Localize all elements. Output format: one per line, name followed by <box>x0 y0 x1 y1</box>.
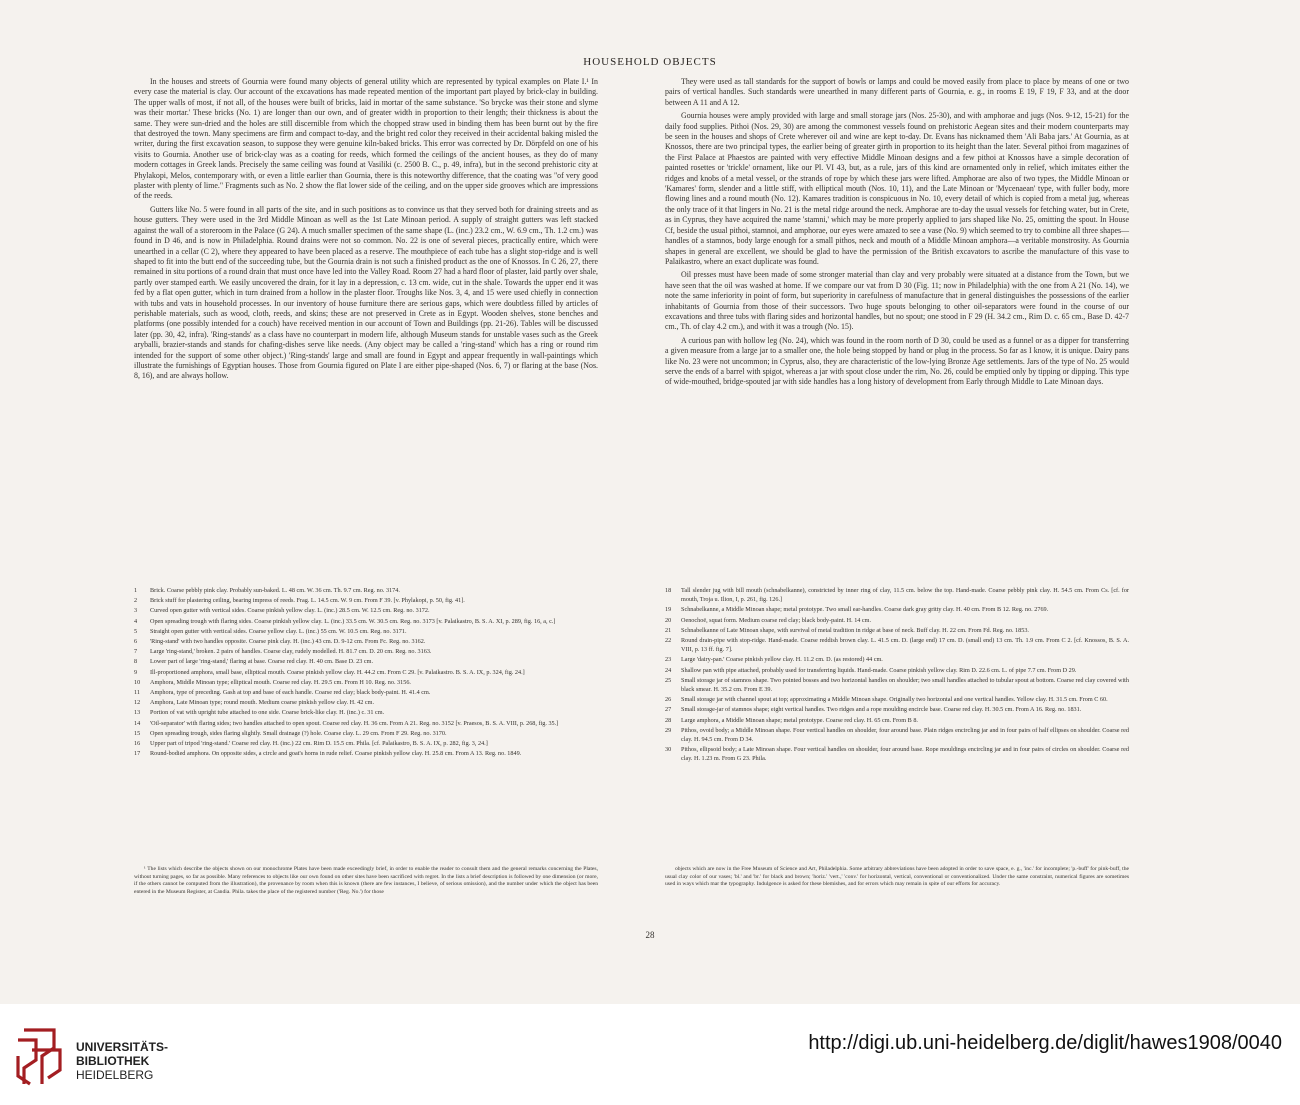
footnote-text: ¹ The lists which describe the objects shown on our monochrome Plates have been made exceedingly brief, in order to enable the reader to consult them and the general remarks concerning the Plates, without turning pages, so far as possible. Many references to objects like our own found on other sites have been sacrificed with regret. In the lists a brief description is followed by one dimension (or more, if the others cannot be computed from the illustration), the provenance by room when this is known (there are few instances, I believe, of serious omission), and the number under which the object has been entered in the Museum Register, at Candia. Phila. takes the place of the registered number ('Reg. No.') for those <box>134 866 598 895</box>
caption-number: 23 <box>665 656 672 664</box>
caption-entry <box>134 647 598 656</box>
paragraph: Gutters like No. 5 were found in all parts of the site, and in such positions as to convince us that they served both for draining streets and as house gutters. They were used in the 3rd Middle Minoan as well as the 1st Late Minoan period. A supply of straight gutters was left stacked against the wall of a storeroom in the Palace (G 24). A much smaller specimen of the same shape (L. (inc.) 23.2 cm., W. 6.9 cm., Th. 1.2 cm.) was found in D 46, and is now in Philadelphia. Round drains were not so common. No. 22 is one of several pieces, practically entire, which were unearthed in a cellar (C 2), where they appeared to have been placed as a reserve. The mouthpiece of each tube has a slight stop-ridge and is well shaped to fit into the butt end of the succeeding tube, but the Gournia drain is not such a finished product as the one of Knossos. In C 26, 27, there remained in situ portions of a round drain that must once have led into the Valley Road. Room 27 had a hard floor of plaster, laid partly over shale, partly over stamped earth. We easily uncovered the drain, for it lay in a depression, c. 13 cm. wide, cut in the shale. Towards the upper end it was fed by a flat open gutter, which in turn drained from a hollow in the plaster floor. Troughs like Nos. 3, 4, and 15 were used chiefly in connection with tubs and vats in household processes. In our inventory of house furniture there are serious gaps, which were doubtless filled by articles of perishable materials, such as wood, cloth, reeds, and skins; these are not preserved in Crete as in Egypt. Wooden shelves, stone benches and platforms (one possibly intended for a couch) have received mention in our account of Town and Buildings (pp. 21-26). Tables will be discussed later (pp. 30, 42, infra). 'Ring-stands' as a class have no counterpart in modern life, although Museum stands for unstable vases such as the Greek aryballi, brazier-stands and stands for chafing-dishes serve like needs. (Any object may be called a 'ring-stand' which has a ring or round rim intended for the support of some other object.) 'Ring-stands' large and small are found in Egypt and appear frequently in wall-paintings which illustrate the furnishings of Egyptian houses. Those from Gournia figured on Plate I are either pipe-shaped (Nos. 6, 7) or flaring at the base (Nos. 8, 16), and are always hollow. <box>134 204 598 381</box>
caption-text: Open spreading trough, sides flaring slightly. Small drainage (?) hole. Coarse clay. L. 29 cm. From F 29. Reg. no. 3170. <box>150 729 447 737</box>
caption-text: Oenochoë, squat form. Medium coarse red clay; black body-paint. H. 14 cm. <box>681 616 872 624</box>
caption-entry <box>134 668 598 677</box>
page-title: HOUSEHOLD OBJECTS <box>583 56 717 68</box>
caption-entry <box>134 739 598 748</box>
body-text-right-column <box>665 77 1129 575</box>
caption-entry <box>665 666 1129 675</box>
caption-text: Amphora, type of preceding. Gash at top and base of each handle. Coarse red clay; black body-paint. H. 41.4 cm. <box>150 689 431 697</box>
paragraph: A curious pan with hollow leg (No. 24), which was found in the room north of D 30, could be used as a funnel or as a dipper for transferring a given measure from a large jar to a smaller one, the hole being stopped by hand or plug in the process. So far as I know, it is unique. Dairy pans like No. 23 were not uncommon; in Cyprus, also, they are characteristic of the low-lying Bronze Age settlements. Jars of the type of No. 25 would serve the ends of a barrel with spigot, whereas a jar with spout close under the rim, No. 26, could be emptied only by tipping or dipping. This type of wide-mouthed, bridge-spouted jar with side handles has a long history of development from Early through Middle to Late Minoan days. <box>665 335 1129 387</box>
caption-number: 19 <box>665 606 672 614</box>
caption-entry <box>134 688 598 697</box>
caption-number: 25 <box>665 676 672 684</box>
paragraph: Gournia houses were amply provided with large and small storage jars (Nos. 25-30), and with amphorae and jugs (Nos. 9-12, 15-21) for the daily food supplies. Pithoi (Nos. 29, 30) are among the commonest vessels found on prehistoric Aegean sites and their modern counterparts may be seen in the houses and shops of Crete wherever oil and wine are kept to-day. Dr. Evans has nicknamed them 'Ali Baba jars.' At Gournia, as at Knossos, there are two principal types, the earlier being of greater girth in proportion to its height than the later. Several pithoi from magazines of the First Palace at Phaestos are painted with very effective Middle Minoan designs and a few pithoi at Knossos have a simple decoration of painted rosettes or 'trickle' ornament, like our Pl. VI 43, but, as a rule, jars of this kind are ornamented only in relief, which imitates either the ridges and knobs of a metal vessel, or the strands of rope by which these jars were lifted. Amphorae are also of two types, the Middle Minoan or 'Kamares' form, slender and a little stiff, with elliptical mouth (Nos. 10, 11), and the Late Minoan or 'Mycenaean' type, with fuller body, more flowing lines and a round mouth (No. 12). Kamares tradition is conspicuous in No. 10, every detail of which is copied from a metal jug, whereas the only trace of it that lingers in No. 21 is the metal ridge around the neck. Amphorae are to-day the usual vessels for fetching water, but in Crete, as in Cyprus, they have acquired the name 'stamni,' which may be more properly applied to jars shaped like No. 25, omitting the spout. In House Cf, beside the usual pithoi, stamnoi, and amphorae, our eyes were amazed to see a vase (No. 9) which seemed to try to combine all three shapes—handles of a stamnos, body large enough for a small pithos, neck and mouth of a Middle Minoan amphora—a veritable monstrosity. As Gournia shapes in general are excellent, we should be glad to have the permission of the British excavators to ascribe the manufacture of this vase to Palaikastro, where an exact duplicate was found. <box>665 111 1129 266</box>
library-name-line: HEIDELBERG <box>76 1068 154 1082</box>
caption-entry <box>665 586 1129 604</box>
caption-text: Schnabelkanne, a Middle Minoan shape; metal prototype. Two small ear-handles. Coarse dark gray gritty clay. H. 40 cm. From B 12. Reg. no. 2769. <box>681 606 1049 614</box>
caption-number: 15 <box>134 729 141 737</box>
paragraph: In the houses and streets of Gournia were found many objects of general utility which are represented by typical examples on Plate I.¹ In every case the material is clay. Our account of the excavations has made repeated mention of the important part played by brick-clay in building. The upper walls of most, if not all, of the houses were built of bricks, laid in mortar of the same substance. 'So brycke was their stone and slyme was their mortar.' These bricks (No. 1) are longer than our own, and of greater width in proportion to their length; their thickness is about the same. They were sun-dried and the holes are still discernible from which the chopped straw used in binding them has been burnt out by the fire that destroyed the town. Many specimens are firm and compact to-day, and the bright red color they received in their accidental baking misled the writer, during the first excavation season, to suppose they were genuine kiln-baked bricks. This error was corrected by Dr. Dörpfeld on one of his visits to Gournia. Another use of brick-clay was as a coating for reeds, which formed the ceilings of the ancient houses, as they do of many modern cottages in Greek lands. Precisely the same ceiling was found at Vasiliki (c. 2500 B. C., p. 49, infra), but in the second prehistoric city at Phylakopi, Melos, contemporary with, or even a little earlier than Gournia, there is this noteworthy difference, that the coating was "of very good plaster with plenty of lime." Fragments such as No. 2 show the flat lower side of the ceiling, and on the upper side grooves which are impressions of the reeds. <box>134 77 598 201</box>
caption-text: Brick stuff for plastering ceiling, bearing impress of reeds. Frag. L. 14.5 cm. W. 9 cm. From F 39. [v. Phylakopi, p. 50, fig. 41]. <box>150 597 465 605</box>
caption-entry <box>665 676 1129 694</box>
caption-number: 4 <box>134 617 138 625</box>
caption-number: 9 <box>134 668 138 676</box>
library-name-line: BIBLIOTHEK <box>76 1054 150 1068</box>
library-logo-icon[interactable] <box>14 1026 66 1086</box>
paragraph: Oil presses must have been made of some stronger material than clay and very probably were situated at a distance from the Town, but we have seen that the oil was washed at home. If we compare our vat from D 30 (Fig. 11; now in Philadelphia) with the one from A 21 (No. 14), we note the same inferiority in point of form, but superiority in carefulness of manufacture that in general distinguishes the possessions of the earlier inhabitants of Gournia from those of their successors. Two huge spouts belonging to other oil-separators were found in the course of our excavations and three tubs with flaring sides and horizontal handles, but no spout; one stood in F 29 (H. 34.2 cm., Rim D. c. 65 cm., Base D. 42-7 cm., Th. of clay 4.2 cm.), and with it was a trough (No. 15). <box>665 270 1129 332</box>
caption-number: 8 <box>134 658 138 666</box>
caption-number: 18 <box>665 587 672 594</box>
caption-entry <box>134 749 598 758</box>
caption-text: Amphora, Late Minoan type; round mouth. Medium coarse pinkish yellow clay. H. 42 cm. <box>150 699 375 707</box>
footnote-text: objects which are now in the Free Museum of Science and Art, Philadelphia. Some arbitrary abbreviations have been adopted in order to save space, e. g., 'inc.' for incomplete; 'p.-buff' for pink-buff, the usual clay color of our vases; 'bl.' and 'br.' for black and brown; 'horiz.' 'vert.,' 'conv.' for horizontal, vertical, conventional or conventionalized. Under the same constraint, numerical figures are sometimes used in ways which mar the typography. Indulgence is asked for these blemishes, and for errors which may remain in spite of our efforts for accuracy. <box>665 866 1129 888</box>
caption-entry <box>134 719 598 728</box>
footnote-right <box>665 866 1129 936</box>
caption-entry <box>134 617 598 626</box>
plate-captions-left <box>134 586 598 856</box>
caption-number: 26 <box>665 696 672 704</box>
caption-number: 21 <box>665 626 672 634</box>
caption-text: Small storage jar of stamnos shape. Two pointed bosses and two horizontal handles on shoulder; two small handles attached to tubular spout at bottom. Coarse red clay covered with black smear. H. 35.2 cm. From E 39. <box>681 676 1129 694</box>
caption-number: 1 <box>134 587 138 594</box>
caption-entry <box>665 616 1129 625</box>
caption-text: Round-bodied amphora. On opposite sides, a circle and goat's horns in rude relief. Coarse pinkish yellow clay. H. 25.8 cm. From A 13. Reg. no. 1849. <box>150 750 522 758</box>
caption-number: 17 <box>134 750 141 758</box>
caption-number: 30 <box>665 746 672 754</box>
source-url-link[interactable]: http://digi.ub.uni-heidelberg.de/diglit/hawes1908/0040 <box>808 1032 1282 1054</box>
caption-number: 10 <box>134 678 141 686</box>
caption-number: 12 <box>134 699 141 707</box>
caption-text: Round drain-pipe with stop-ridge. Hand-made. Coarse reddish brown clay. L. 41.5 cm. D. (large end) 17 cm. D. (small end) 13 cm. Th. 1.9 cm. From C 2. [cf. Knossos, B. S. A. VIII, p. 13 ff. fig. 7]. <box>681 637 1129 654</box>
caption-entry <box>665 726 1129 744</box>
caption-entry <box>134 596 598 605</box>
caption-entry <box>665 716 1129 725</box>
plate-captions-right <box>665 586 1129 856</box>
caption-entry <box>134 678 598 687</box>
caption-text: 'Oil-separator' with flaring sides; two handles attached to open spout. Coarse red clay. H. 36 cm. From A 21. Reg. no. 3152 [v. Praesos, B. S. A. VIII, p. 268, fig. 35.] <box>150 719 559 727</box>
library-name-line: UNIVERSITÄTS- <box>76 1040 169 1054</box>
library-name <box>76 1040 168 1082</box>
footnote-left <box>134 866 598 936</box>
caption-text: Brick. Coarse pebbly pink clay. Probably sun-baked. L. 48 cm. W. 36 cm. Th. 9.7 cm. Reg. no. 3174. <box>150 587 400 594</box>
caption-entry <box>665 655 1129 664</box>
caption-entry <box>134 637 598 646</box>
caption-text: Large 'dairy-pan.' Coarse pinkish yellow clay. H. 11.2 cm. D. (as restored) 44 cm. <box>681 656 883 664</box>
paragraph: They were used as tall standards for the support of bowls or lamps and could be moved easily from place to place by means of one or two pairs of vertical handles. Such standards were unearthed in many different parts of Gournia, e. g., in rooms E 19, F 19, F 33, and at the door between A 11 and A 12. <box>665 77 1129 107</box>
caption-text: Pithos, ellipsoid body; a Late Minoan shape. Four vertical handles on shoulder, four around base. Rope mouldings encircling jar and in four pairs of circles on shoulder. Coarse red clay. H. 1.23 m. From G 23. Phila. <box>681 746 1129 763</box>
caption-text: Schnabelkanne of Late Minoan shape, with survival of metal tradition in ridge at base of neck. Buff clay. H. 22 cm. From Fd. Reg. no. 1853. <box>681 626 1029 634</box>
caption-number: 3 <box>134 607 138 615</box>
page-number: 28 <box>645 930 655 940</box>
caption-entry <box>134 657 598 666</box>
caption-entry <box>665 636 1129 654</box>
caption-text: Pithos, ovoid body; a Middle Minoan shape. Four vertical handles on shoulder, four around base. Plain ridges encircling jar and in four pairs of half ellipses on shoulder. Coarse red clay. H. 94.5 cm. From D 34. <box>681 726 1129 744</box>
caption-text: Amphora, Middle Minoan type; elliptical mouth. Coarse red clay. H. 29.5 cm. From H 10. Reg. no. 3156. <box>150 678 411 686</box>
caption-number: 22 <box>665 637 672 645</box>
caption-text: 'Ring-stand' with two handles opposite. Coarse pink clay. H. (inc.) 43 cm. D. 9-12 cm. From Fc. Reg. no. 3162. <box>150 638 426 646</box>
library-footer <box>0 1004 1300 1105</box>
caption-text: Curved open gutter with vertical sides. Coarse pinkish yellow clay. L. (inc.) 28.5 cm. W. 12.5 cm. Reg. no. 3172. <box>150 607 430 615</box>
caption-entry <box>665 705 1129 714</box>
caption-entry <box>134 729 598 738</box>
caption-text: Ill-proportioned amphora, small base, elliptical mouth. Coarse pinkish yellow clay. H. 44.2 cm. From C 29. [v. Palaikastro. B. S. A. IX, p. 324, fig. 24.] <box>150 668 525 676</box>
caption-number: 6 <box>134 638 138 646</box>
caption-entry <box>134 586 598 595</box>
caption-number: 14 <box>134 719 141 727</box>
caption-text: Small storage jar with channel spout at top; approximating a Middle Minoan shape. Originally two horizontal and one vertical handles. Yellow clay. H. 31.5 cm. From C 60. <box>681 696 1108 704</box>
caption-number: 29 <box>665 726 672 734</box>
caption-number: 28 <box>665 716 672 724</box>
caption-entry <box>134 627 598 636</box>
caption-entry <box>665 605 1129 614</box>
caption-number: 16 <box>134 740 141 748</box>
caption-text: Portion of vat with upright tube attached to one side. Coarse brick-like clay. H. (inc.) c. 31 cm. <box>150 709 385 717</box>
caption-text: Straight open gutter with vertical sides. Coarse yellow clay. L. (inc.) 55 cm. W. 10.5 cm. Reg. no. 3171. <box>150 627 407 635</box>
caption-entry <box>665 695 1129 704</box>
caption-entry <box>134 708 598 717</box>
caption-number: 13 <box>134 709 141 717</box>
caption-text: Open spreading trough with flaring sides. Coarse pinkish yellow clay. L. (inc.) 33.5 cm. W. 30.5 cm. Reg. no. 3173 [v. Palaikastro, B. S. A. XI, p. 289, fig. 16, a, c.] <box>150 617 556 625</box>
caption-number: 11 <box>134 689 140 697</box>
caption-text: Small storage-jar of stamnos shape; eight vertical handles. Two ridges and a rope moulding encircle base. Coarse red clay. H. 30.5 cm. From A 16. Reg. no. 1831. <box>681 706 1082 714</box>
caption-entry <box>134 698 598 707</box>
caption-text: Large 'ring-stand,' broken. 2 pairs of handles. Coarse clay, rudely modelled. H. 81.7 cm. D. 20 cm. Reg. no. 3163. <box>150 648 432 656</box>
caption-entry <box>665 626 1129 635</box>
caption-number: 2 <box>134 597 138 605</box>
caption-number: 7 <box>134 648 138 656</box>
caption-number: 24 <box>665 666 672 674</box>
caption-number: 20 <box>665 616 672 624</box>
caption-text: Shallow pan with pipe attached, probably used for transferring liquids. Hand-made. Coarse pinkish yellow clay. Rim D. 22.6 cm. L. of pipe 7.7 cm. From D 29. <box>681 666 1077 674</box>
body-text-left-column <box>134 77 598 575</box>
caption-text: Large amphora, a Middle Minoan shape; metal prototype. Coarse red clay. H. 65 cm. From B 8. <box>681 716 918 724</box>
caption-number: 27 <box>665 706 672 714</box>
caption-entry <box>665 745 1129 763</box>
caption-entry <box>134 606 598 615</box>
caption-number: 5 <box>134 627 138 635</box>
caption-text: Lower part of large 'ring-stand,' flaring at base. Coarse red clay. H. 40 cm. Base D. 23 cm. <box>150 658 374 666</box>
caption-text: Tall slender jug with bill mouth (schnabelkanne), constricted by inner ring of clay, 11.5 cm. below the top. Hand-made. Coarse pebbly pink clay. H. 54.5 cm. From Cs. [cf. for mouth, Troja u. Ilion, I, p. 261, fig. 126.] <box>681 587 1129 604</box>
caption-text: Upper part of tripod 'ring-stand.' Coarse red clay. H. (inc.) 22 cm. Rim D. 15.5 cm. Phila. [cf. Palaikastro, B. S. A. IX, p. 282, fig. 3, 24.] <box>150 740 488 748</box>
